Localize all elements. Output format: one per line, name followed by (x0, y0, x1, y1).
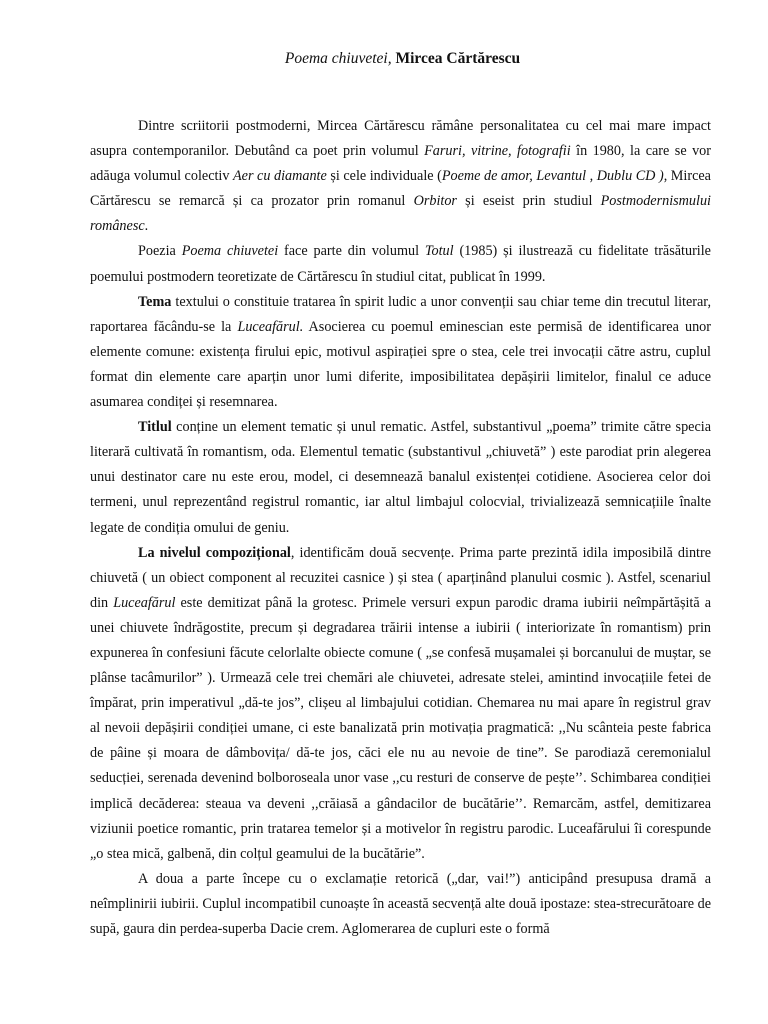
italic-run: Poeme de amor, Levantul , Dublu CD ) (441, 168, 664, 185)
poem-title: Poema chiuvetei, (284, 50, 392, 67)
page-title (90, 50, 711, 68)
text-run: . (144, 218, 149, 235)
italic-run: Luceafărul. (237, 318, 304, 335)
text-run: (1985) și ilustrează cu fidelitate trăsăturile poemului postmodern teoretizate de Cărtărescu în studiul citat, publicat în 1999. (90, 243, 711, 285)
text-run: și cele individuale ( (326, 168, 442, 185)
paragraph-composition (90, 541, 711, 867)
text-run: textului o constituie tratarea în spirit ludic a unor convenții sau chiar teme din trecutul literar, raportarea făcându-se la (90, 293, 711, 335)
paragraph-theme (90, 290, 711, 415)
text-run: Asocierea cu poemul eminescian este permisă de identificarea unor elemente comune: existența firului epic, motivul aspirației spre o stea, cele trei invocații către astru, cuplul format din elemente care aparțin unor lumi diferite, imposibilitatea depășirii limitelor, finalul ce aduce asumarea condiței și resemnarea. (90, 318, 711, 411)
author-name: Mircea Cărtărescu (395, 50, 521, 67)
italic-run: Poema chiuvetei (181, 243, 279, 260)
italic-run: Orbitor (413, 193, 457, 210)
text-run: și eseist prin studiul (456, 193, 601, 210)
text-run: în 1980, la care se vor adăuga volumul colectiv (90, 143, 711, 185)
italic-run: Faruri, vitrine, fotografii (424, 143, 571, 160)
text-run: face parte din volumul (278, 243, 425, 260)
paragraph-poem-volume (90, 239, 711, 289)
text-run: A doua a parte începe cu o exclamație retorică („dar, vai!”) anticipând presupusa dramă a neîmplinirii iubirii. Cuplul incompatibil cunoaște în această secvență alte două ipostaze: stea-strecurătoare de supă, gaura din perdea-superba Dacie crem. Aglomerarea de cupluri este o formă (90, 870, 711, 937)
text-run: , Mircea Cărtărescu se remarcă și ca prozator prin romanul (90, 168, 711, 210)
italic-run: Luceafărul (113, 594, 176, 611)
text-run: conține un element tematic și unul rematic. Astfel, substantivul „poema” trimite către specia literară cultivată în romantism, oda. Elementul tematic (substantivul „chiuvetă” ) este parodiat prin alegerea unui destinator care nu este erou, model, ci desemnează banalul existenței cotidiene. Asocierea celor doi termeni, unul reprezentând registrul romantic, iar altul limbajul colocvial, trivializează semnicațiile înalte legate de condiția omului de geniu. (90, 419, 711, 536)
italic-run: Aer cu diamante (233, 168, 327, 185)
italic-run: Postmodernismului românesc (90, 193, 711, 235)
text-run: , identificăm două secvențe. Prima parte prezintă idila imposibilă dintre chiuvetă ( un obiect component al recuzitei casnice ) și stea ( aparținând planului cosmic ). Astfel, scenariul din (90, 544, 712, 611)
paragraph-intro (90, 114, 711, 239)
bold-run: Tema (138, 293, 172, 310)
text-run: Dintre scriitorii postmoderni, Mircea Cărtărescu rămâne personalitatea cu cel mai mare impact asupra contemporanilor. Debutând ca poet prin volumul (90, 118, 711, 160)
italic-run: Totul (424, 243, 454, 260)
text-run: este demitizat până la grotesc. Primele versuri expun parodic drama iubirii neîmpărtășită a unei chiuvete îndrăgostite, precum și degradarea trăirii intense a iubirii ( interiorizate în romantism) prin expunerea în confesiuni făcute celorlalte obiecte comune ( „se confesă mușamalei și borcanului de muștar, se plânse tacâmurilor” ). Urmează cele trei chemări ale chiuvetei, adresate stelei, amintind invocațiile fetei de împărat, prin imperativul „dă-te jos”, clișeu al limbajului cotidian. Chemarea nu mai apare în registrul grav al nevoii depășirii condiției umane, ci este banalizată prin motivația pragmatică: ,,Nu scânteia peste fabrica de pâine și moara de dâmbovița/ dă-te jos, căci ele nu au nevoie de tine”. Se parodiază ceremonialul seducției, serenada devenind bolboroseala unor vase ,,cu resturi de conserve de pește’’. Schimbarea condiției implică decăderea: steaua va deveni ,,crăiasă a gândacilor de bucătărie’’. Remarcăm, astfel, demitizarea viziunii poetice romantic, prin tratarea temelor și a motivelor în registru parodic. Luceafărului îi corespunde „o stea mică, galbenă, din colțul geamului de la bucătărie”. (90, 594, 712, 862)
paragraph-title-analysis (90, 415, 711, 540)
text-run: Poezia (138, 243, 182, 260)
bold-run: Titlul (138, 419, 172, 436)
paragraph-second-part (90, 867, 711, 942)
bold-run: La nivelul compozițional (138, 544, 291, 561)
